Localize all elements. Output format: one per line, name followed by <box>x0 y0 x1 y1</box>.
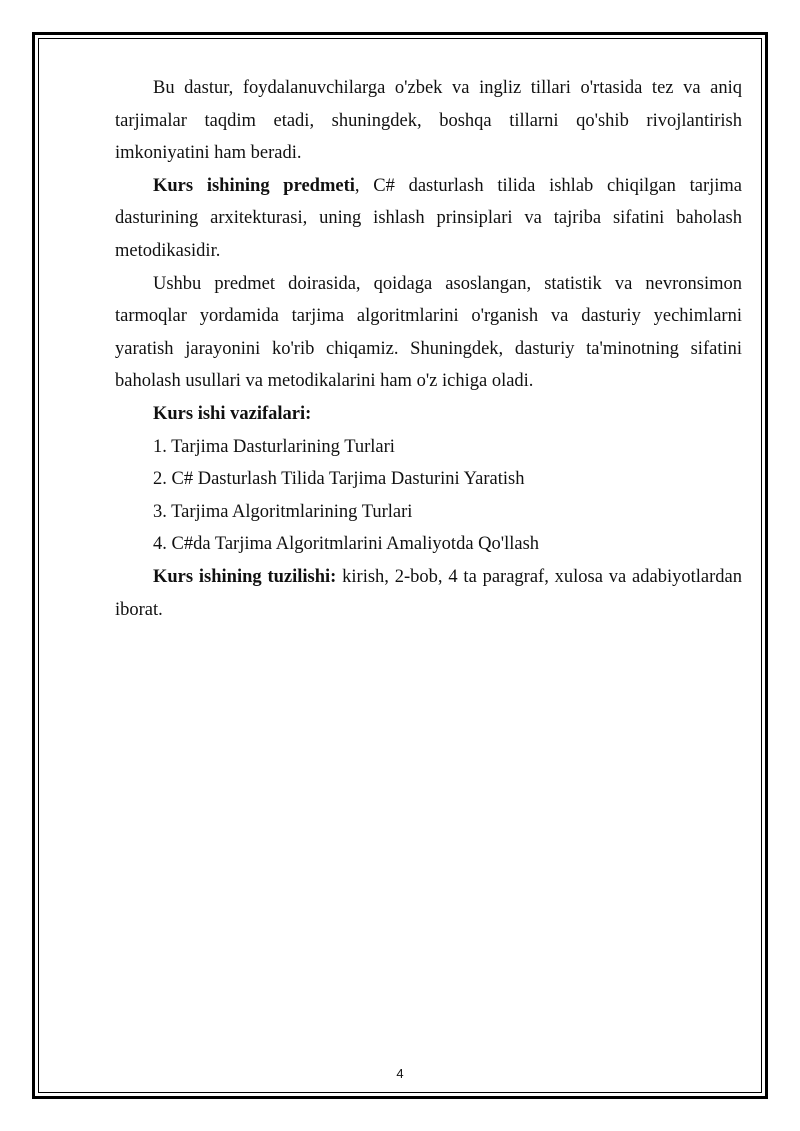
structure-heading: Kurs ishining tuzilishi: <box>153 566 337 587</box>
paragraph-intro: Bu dastur, foydalanuvchilarga o'zbek va ingliz tillari o'rtasida tez va aniq tarjimalar taqdim etadi, shuningdek, boshqa tillarni qo'shib rivojlantirish imkoniyatini ham beradi. <box>115 78 742 164</box>
task-item: 4. C#da Tarjima Algoritmlarini Amaliyotda Qo'llash <box>153 534 540 555</box>
task-item: 1. Tarjima Dasturlarining Turlari <box>153 436 395 457</box>
task-item: 2. C# Dasturlash Tilida Tarjima Dasturini Yaratish <box>153 469 525 490</box>
tasks-heading: Kurs ishi vazifalari: <box>153 403 312 424</box>
subject-heading: Kurs ishining predmeti <box>153 175 355 196</box>
paragraph-scope: Ushbu predmet doirasida, qoidaga asoslangan, statistik va nevronsimon tarmoqlar yordamida tarjima algoritmlarini o'rganish va dasturiy yechimlarni yaratish jarayonini ko'rib chiqamiz. Shuningdek, dasturiy ta'minotning sifatini baholash usullari va metodikalarini ham o'z ichiga oladi. <box>115 273 742 392</box>
paragraph-subject <box>115 170 742 268</box>
page-number: 4 <box>396 1066 404 1081</box>
document-body <box>115 72 742 626</box>
subject-text: , C# dasturlash tilida ishlab chiqilgan tarjima dasturining arxitekturasi, uning ishlash prinsiplari va tajriba sifatini baholash metodikasidir. <box>115 175 742 261</box>
task-item: 3. Tarjima Algoritmlarining Turlari <box>153 501 413 522</box>
paragraph-structure <box>115 561 742 626</box>
structure-text: kirish, 2-bob, 4 ta paragraf, xulosa va adabiyotlardan iborat. <box>115 566 742 620</box>
